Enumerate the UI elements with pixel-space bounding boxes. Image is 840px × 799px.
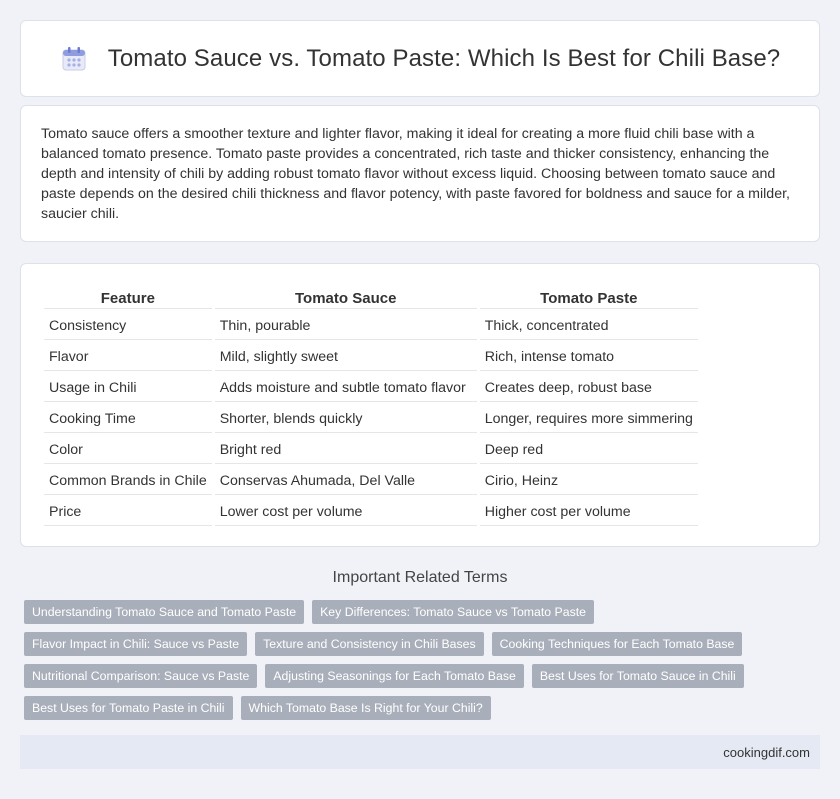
table-cell: Price: [44, 498, 212, 526]
table-cell: Longer, requires more simmering: [480, 405, 698, 433]
table-cell: Mild, slightly sweet: [215, 343, 477, 371]
table-row: [44, 467, 698, 495]
table-cell: Creates deep, robust base: [480, 374, 698, 402]
table-cell: Cooking Time: [44, 405, 212, 433]
comparison-table: [41, 286, 701, 529]
related-terms-tags: [24, 600, 814, 728]
header-tomato-paste: Tomato Paste: [480, 289, 698, 309]
table-cell: Thin, pourable: [215, 312, 477, 340]
related-tag[interactable]: Best Uses for Tomato Paste in Chili: [24, 696, 233, 720]
table-cell: Usage in Chili: [44, 374, 212, 402]
table-cell: Flavor: [44, 343, 212, 371]
related-tag[interactable]: Best Uses for Tomato Sauce in Chili: [532, 664, 744, 688]
related-tag[interactable]: Cooking Techniques for Each Tomato Base: [492, 632, 743, 656]
table-row: [44, 498, 698, 526]
table-cell: Thick, concentrated: [480, 312, 698, 340]
table-cell: Adds moisture and subtle tomato flavor: [215, 374, 477, 402]
page-title: Tomato Sauce vs. Tomato Paste: Which Is Best for Chili Base?: [107, 44, 781, 72]
table-cell: Cirio, Heinz: [480, 467, 698, 495]
header-feature: Feature: [44, 289, 212, 309]
related-terms-title: Important Related Terms: [332, 569, 508, 586]
table-header-row: [44, 289, 698, 309]
table-cell: Shorter, blends quickly: [215, 405, 477, 433]
table-cell: Consistency: [44, 312, 212, 340]
table-cell: Bright red: [215, 436, 477, 464]
table-row: [44, 436, 698, 464]
intro-text: Tomato sauce offers a smoother texture and lighter flavor, making it ideal for creating a more fluid chili base with a balanced tomato presence. Tomato paste provides a concentrated, rich taste and thicker consistency, enhancing the depth and intensity of chili by adding robust tomato flavor without excess liquid. Choosing between tomato sauce and paste depends on the desired chili thickness and flavor potency, with paste favored for boldness and sauce for a milder, saucier chili.: [41, 126, 790, 222]
related-tag[interactable]: Understanding Tomato Sauce and Tomato Paste: [24, 600, 304, 624]
table-cell: Conservas Ahumada, Del Valle: [215, 467, 477, 495]
table-row: [44, 343, 698, 371]
header-tomato-sauce: Tomato Sauce: [215, 289, 477, 309]
table-row: [44, 374, 698, 402]
related-tag[interactable]: Texture and Consistency in Chili Bases: [255, 632, 484, 656]
footer-site-link[interactable]: cookingdif.com: [723, 744, 810, 760]
intro-card: [20, 105, 820, 242]
table-cell: Lower cost per volume: [215, 498, 477, 526]
related-tag[interactable]: Flavor Impact in Chili: Sauce vs Paste: [24, 632, 247, 656]
calendar-icon: [60, 45, 88, 73]
table-cell: Higher cost per volume: [480, 498, 698, 526]
title-card: [20, 20, 820, 97]
table-cell: Common Brands in Chile: [44, 467, 212, 495]
related-tag[interactable]: Nutritional Comparison: Sauce vs Paste: [24, 664, 257, 688]
table-row: [44, 312, 698, 340]
related-tag[interactable]: Adjusting Seasonings for Each Tomato Base: [265, 664, 523, 688]
related-tag[interactable]: Which Tomato Base Is Right for Your Chili?: [241, 696, 491, 720]
table-cell: Color: [44, 436, 212, 464]
footer: [20, 735, 820, 769]
table-row: [44, 405, 698, 433]
comparison-table-card: [20, 263, 820, 547]
table-cell: Rich, intense tomato: [480, 343, 698, 371]
table-cell: Deep red: [480, 436, 698, 464]
related-tag[interactable]: Key Differences: Tomato Sauce vs Tomato Paste: [312, 600, 594, 624]
